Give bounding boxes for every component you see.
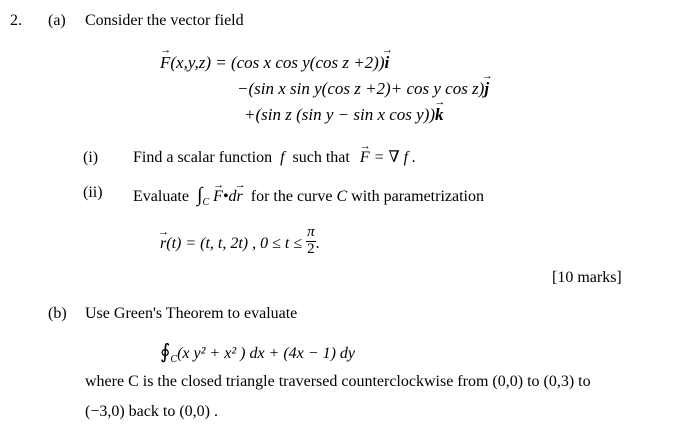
pi-over-2 [306,225,316,258]
field-equation-line-1 [160,54,389,71]
unit-vector-k: → k [435,106,444,123]
sub-ii-evaluate: Evaluate [133,188,189,205]
marks: [10 marks] [552,269,622,286]
part-a-label: (a) [48,12,66,29]
param-period: . [315,234,320,252]
field-equation-line-2 [237,80,489,97]
param-expression: (t) = (t, t, 2t) , 0 ≤ t ≤ [166,234,303,252]
sub-i-text-before: Find a scalar function [133,149,273,166]
frac-numerator: π [307,224,315,240]
contour-subscript-C: C [170,354,178,365]
contour-integral-sign: ∮ [160,341,171,363]
integral-subscript-C: C [202,197,210,208]
greens-integral [160,342,355,365]
integral-sign: ∫ [196,184,203,206]
integrand: (x y² + x² ) dx + (4x − 1) dy [177,345,355,362]
part-b-intro: Use Green's Theorem to evaluate [85,305,298,322]
unit-vector-j: → j [484,80,489,97]
sub-ii-F-symbol: → F [213,189,223,205]
sub-ii-label: (ii) [83,184,103,201]
parametrization [160,224,320,261]
param-r-symbol: → r [160,236,166,252]
part-b-description-line-2: (−3,0) back to (0,0) . [85,403,218,420]
sub-i-equation: = ∇ f . [369,149,417,166]
field-F-symbol: → F [160,54,170,71]
sub-ii-statement [133,185,484,208]
field-line-2-text: −(sin x sin y(cos z +2)+ cos y cos z) [237,79,485,98]
part-a-intro: Consider the vector field [85,12,244,29]
field-line-3-text: +(sin z (sin y − sin x cos y)) [244,105,436,124]
sub-i-statement [133,150,416,166]
sub-i-label: (i) [83,149,99,166]
dot-dr: •d [222,188,237,205]
sub-i-text-mid: such that [292,149,350,166]
part-b-description-line-1: where C is the closed triangle traversed counterclockwise from (0,0) to (0,3) to [85,373,591,390]
sub-ii-text-tail: with parametrization [351,188,484,205]
unit-vector-i: → i [385,54,390,71]
field-line-1-text: (x,y,z) = (cos x cos y(cos z +2)) [170,53,385,72]
question-number: 2. [10,12,22,29]
field-equation-line-3 [244,106,444,123]
part-b-label: (b) [48,305,67,322]
sub-i-F-symbol: → F [360,150,370,166]
sub-ii-r-symbol: → r [237,189,243,205]
curve-C: C [336,188,348,205]
sub-ii-text-after: for the curve [250,188,333,205]
frac-denominator: 2 [307,240,315,257]
scalar-f: f [280,149,285,166]
